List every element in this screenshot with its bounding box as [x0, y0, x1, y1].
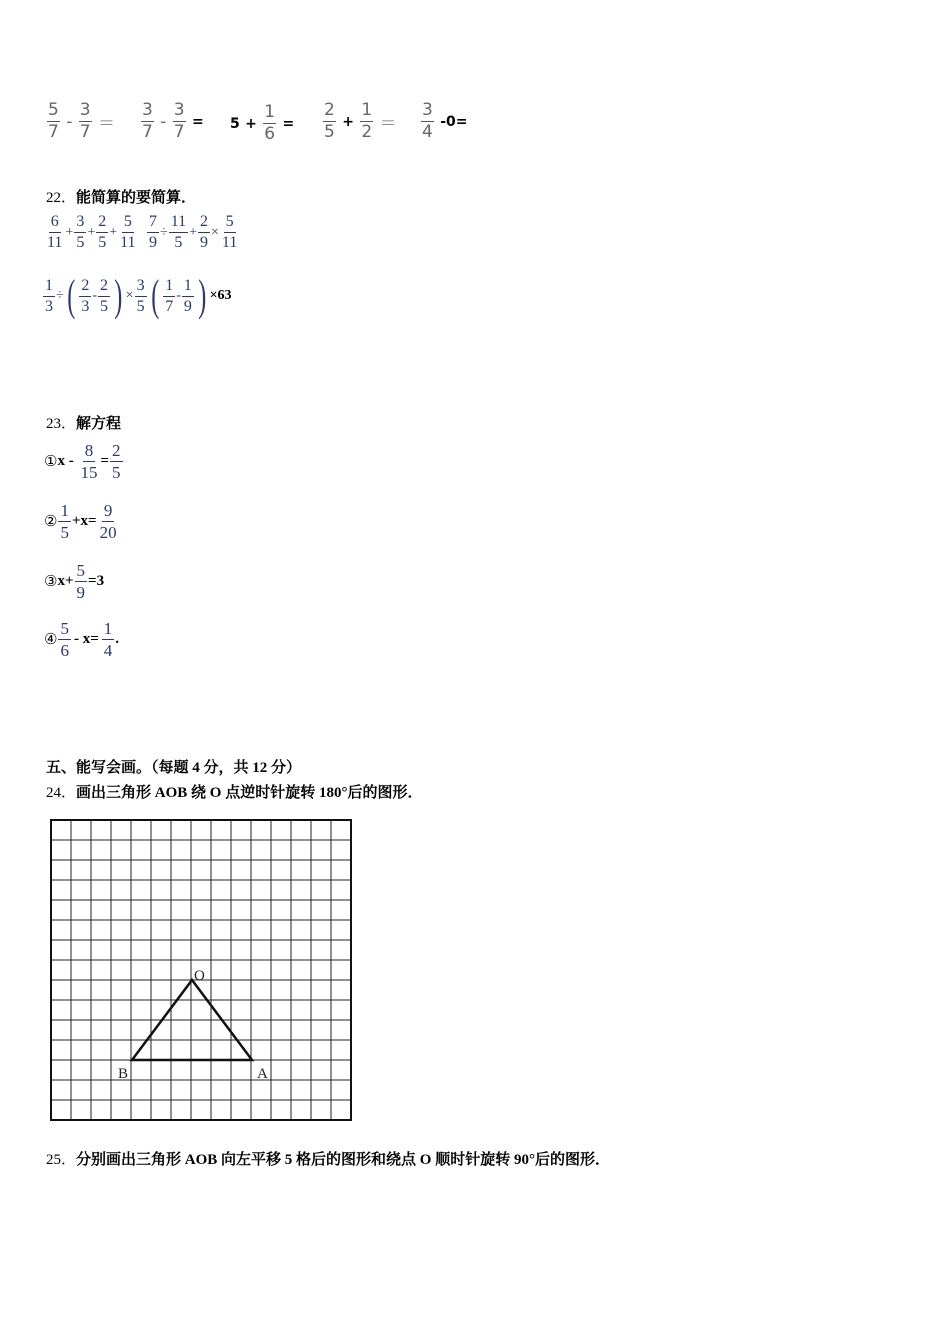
operator: -	[92, 288, 98, 303]
fraction: $\frac{5}{6}$	[60, 619, 69, 660]
q22-expression-2	[146, 214, 240, 251]
equation-3	[44, 562, 104, 601]
fraction: $\frac{3}{7}$	[173, 100, 185, 142]
question-24-heading	[46, 781, 422, 802]
fraction: $\frac{2}{5}$	[324, 100, 335, 142]
equation-text: x -	[57, 453, 74, 469]
fraction: $\frac{5}{9}$	[76, 561, 86, 602]
fraction: $\frac{1}{2}$	[361, 100, 373, 142]
left-paren: (	[150, 271, 159, 320]
question-number: 24．	[46, 785, 77, 801]
fraction: $\frac{1}{5}$	[60, 501, 69, 542]
question-number: 22．	[46, 190, 77, 206]
grid-svg	[49, 818, 354, 1122]
fraction: $\frac{3}{7}$	[79, 100, 91, 142]
equation-text: =	[100, 453, 110, 469]
fraction: $\frac{2}{3}$	[81, 276, 90, 315]
expression-tail: ×63	[209, 288, 232, 303]
equation-text: +x=	[71, 513, 97, 529]
equation-text: - x=	[73, 631, 99, 647]
label-b: B	[118, 1066, 129, 1082]
fraction: $\frac{1}{3}$	[45, 276, 53, 315]
operator: -	[176, 288, 181, 303]
equation-1	[44, 442, 124, 481]
equation-text: x+	[57, 573, 74, 589]
equals-sign: ＝	[98, 114, 116, 134]
right-paren: )	[114, 271, 123, 320]
operator: +	[342, 113, 354, 130]
fraction: $\frac{9}{20}$	[99, 501, 117, 542]
operator: +	[245, 115, 257, 132]
equation-4	[44, 620, 119, 659]
q22-expression-3	[42, 271, 232, 320]
operator: +	[65, 224, 74, 240]
operator: ÷	[56, 288, 64, 303]
equals-sign: ＝	[379, 114, 397, 134]
fraction: $\frac{1}{6}$	[264, 102, 276, 144]
fraction: $\frac{1}{4}$	[103, 619, 113, 660]
fraction: $\frac{5}{7}$	[48, 100, 59, 142]
expr-1	[46, 102, 115, 141]
question-number: 23．	[46, 416, 77, 432]
right-paren: )	[198, 271, 207, 320]
section-5-title: 五、能写会画。（每题 4 分，共 12 分）	[46, 760, 302, 776]
circled-number: ①	[44, 454, 58, 470]
operator: ×	[125, 288, 134, 303]
question-23-heading	[46, 412, 121, 433]
fraction: $\frac{2}{5}$	[98, 213, 107, 251]
operator: ÷	[160, 224, 168, 240]
whole-number: 5	[230, 115, 240, 132]
circled-number: ②	[44, 514, 58, 530]
grid-figure	[49, 818, 354, 1122]
q22-expression-1	[44, 214, 139, 251]
fraction: $\frac{2}{5}$	[100, 276, 109, 315]
fraction: $\frac{5}{11}$	[120, 213, 136, 251]
question-text: 画出三角形 AOB 绕 O 点逆时针旋转 180°后的图形．	[76, 785, 423, 801]
operator: -	[160, 111, 167, 132]
expr-4	[322, 102, 397, 141]
expr-5	[420, 102, 468, 141]
equation-text: =3	[88, 573, 105, 589]
circled-number: ③	[44, 574, 58, 590]
operator: +	[87, 224, 96, 240]
fraction: $\frac{2}{9}$	[200, 213, 208, 251]
expression-tail: -0=	[440, 113, 468, 130]
equals-sign: =	[192, 113, 204, 130]
fraction: $\frac{6}{11}$	[47, 213, 63, 251]
fraction: $\frac{3}{5}$	[136, 276, 145, 315]
fraction: $\frac{2}{5}$	[112, 441, 121, 482]
operator: +	[189, 224, 197, 240]
fraction: $\frac{7}{9}$	[149, 213, 157, 251]
label-a: A	[257, 1066, 268, 1082]
question-25-heading	[46, 1148, 610, 1169]
expr-3	[230, 104, 294, 143]
equals-sign: =	[282, 115, 295, 132]
operator: -	[66, 111, 73, 132]
fraction: $\frac{3}{4}$	[422, 100, 433, 142]
question-text: 分别画出三角形 AOB 向左平移 5 格后的图形和绕点 O 顺时针旋转 90°后的图形．	[76, 1152, 610, 1168]
question-number: 25．	[46, 1152, 77, 1168]
operator: +	[109, 224, 118, 240]
fraction: $\frac{5}{11}$	[221, 213, 238, 251]
equation-2	[44, 502, 120, 541]
question-22-heading	[46, 186, 196, 207]
circled-number: ④	[44, 632, 58, 648]
question-title: 能简算的要简算．	[76, 190, 197, 206]
fraction: $\frac{8}{15}$	[80, 441, 98, 482]
expr-2	[140, 102, 204, 141]
operator: ×	[211, 224, 219, 240]
fraction: $\frac{3}{5}$	[76, 213, 85, 251]
equation-text: .	[115, 631, 119, 647]
fraction: $\frac{1}{9}$	[183, 276, 192, 315]
label-o: O	[194, 968, 205, 984]
fraction: $\frac{3}{7}$	[142, 100, 153, 142]
left-paren: (	[66, 271, 76, 320]
question-title: 解方程	[76, 416, 122, 432]
fraction: $\frac{1}{7}$	[165, 276, 174, 315]
fraction: $\frac{11}{5}$	[170, 213, 187, 251]
